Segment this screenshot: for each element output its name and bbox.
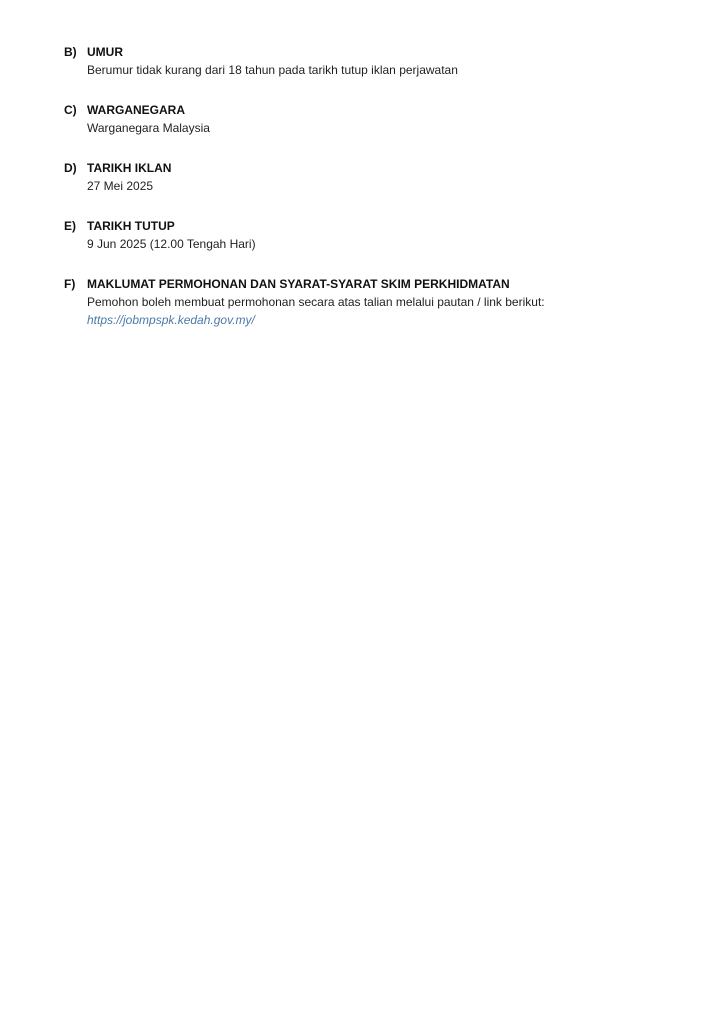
section-row xyxy=(64,275,664,329)
section-letter: B) xyxy=(64,45,77,59)
section-body xyxy=(87,275,664,329)
requirements-list xyxy=(64,43,664,351)
section-letter: C) xyxy=(64,103,77,117)
section-maklumat-permohonan xyxy=(64,275,664,329)
section-text: 27 Mei 2025 xyxy=(87,179,154,193)
section-row xyxy=(64,217,664,253)
section-text: Pemohon boleh membuat permohonan secara atas talian melalui pautan / link berikut: xyxy=(87,295,545,309)
section-body xyxy=(87,159,664,195)
section-heading: TARIKH TUTUP xyxy=(87,219,175,233)
section-warganegara xyxy=(64,101,664,137)
section-body xyxy=(87,101,664,137)
section-text: 9 Jun 2025 (12.00 Tengah Hari) xyxy=(87,237,256,251)
section-heading: TARIKH IKLAN xyxy=(87,161,172,175)
section-text: Warganegara Malaysia xyxy=(87,121,210,135)
section-letter: D) xyxy=(64,161,77,175)
section-heading: MAKLUMAT PERMOHONAN DAN SYARAT-SYARAT SKIM PERKHIDMATAN xyxy=(87,277,510,291)
section-row xyxy=(64,159,664,195)
application-link[interactable]: https://jobmpspk.kedah.gov.my/ xyxy=(87,313,255,327)
section-heading: UMUR xyxy=(87,45,123,59)
section-letter: E) xyxy=(64,219,76,233)
section-row xyxy=(64,101,664,137)
section-text: Berumur tidak kurang dari 18 tahun pada tarikh tutup iklan perjawatan xyxy=(87,63,458,77)
section-letter: F) xyxy=(64,277,76,291)
section-tarikh-iklan xyxy=(64,159,664,195)
section-body xyxy=(87,43,664,79)
section-heading: WARGANEGARA xyxy=(87,103,185,117)
section-tarikh-tutup xyxy=(64,217,664,253)
section-row xyxy=(64,43,664,79)
section-umur xyxy=(64,43,664,79)
section-body xyxy=(87,217,664,253)
